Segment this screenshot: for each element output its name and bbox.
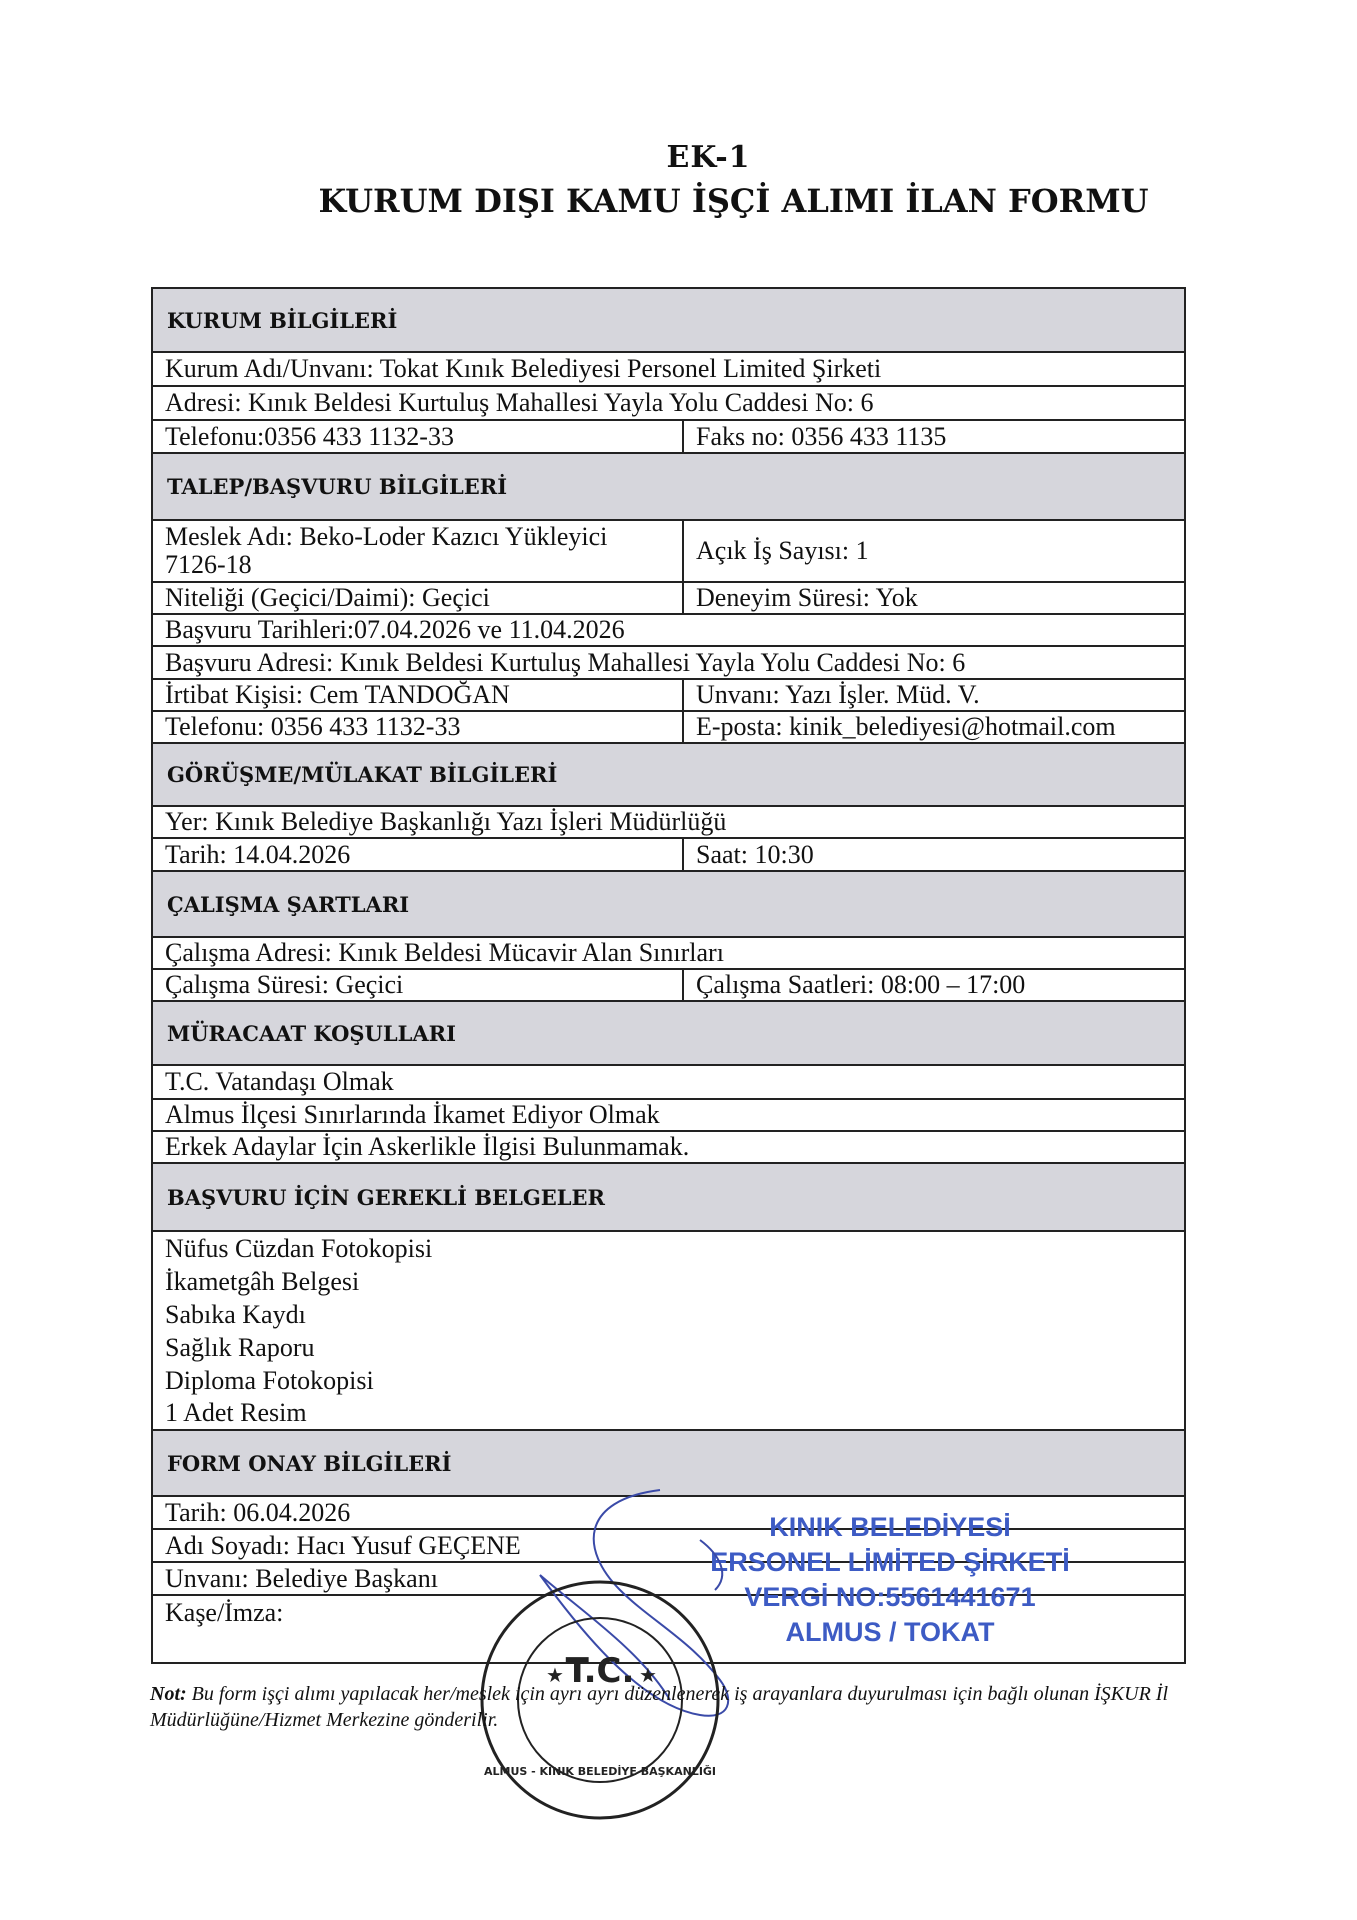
document-row [153,1232,1184,1265]
seal-center-text: T.C. [565,1651,635,1691]
note-label: Not: [150,1683,187,1705]
kurum-phone: Telefonu:0356 433 1132-33 [153,421,684,452]
stamp-line-2: ERSONEL LİMİTED ŞİRKETİ [710,1547,1070,1577]
talep-nature-row [153,583,1184,615]
approver-title: Unvanı: Belediye Başkanı [165,1563,438,1593]
interview-date: Tarih: 14.04.2026 [153,839,684,870]
talep-contact-row [153,680,1184,712]
approval-date: Tarih: 06.04.2026 [165,1497,351,1527]
talep-dates-row [153,615,1184,647]
note-text: Bu form işçi alımı yapılacak her/meslek için ayrı ayrı düzenlenerek iş arayanlara duyurulması için bağlı olunan İŞKUR İl Müdürlüğüne/Hizmet Merkezine gönderilir. [150,1683,1168,1731]
job-title: Meslek Adı: Beko-Loder Kazıcı Yükleyici [165,522,608,551]
application-dates: Başvuru Tarihleri:07.04.2026 ve 11.04.2026 [165,615,625,644]
company-stamp [690,1510,1090,1650]
document-item: 1 Adet Resim [165,1398,307,1427]
section-onay-header: FORM ONAY BİLGİLERİ [153,1431,1184,1497]
footer-note [150,1681,1190,1733]
document-item: Nüfus Cüzdan Fotokopisi [165,1233,433,1263]
stamp-signature-label: Kaşe/İmza: [165,1597,284,1627]
condition-item: Almus İlçesi Sınırlarında İkamet Ediyor Olmak [165,1100,660,1129]
condition-item: T.C. Vatandaşı Olmak [165,1067,394,1096]
kurum-fax: Faks no: 0356 433 1135 [696,421,947,451]
section-gorusme-header: GÖRÜŞME/MÜLAKAT BİLGİLERİ [153,744,1184,807]
job-code: 7126-18 [165,550,252,579]
approver-name: Adı Soyadı: Hacı Yusuf GEÇENE [165,1530,521,1560]
announcement-form [151,287,1186,1664]
kurum-name: Kurum Adı/Unvanı: Tokat Kınık Belediyesi Personel Limited Şirketi [165,354,882,383]
stamp-line-1: KINIK BELEDİYESİ [769,1512,1011,1542]
talep-address-row [153,647,1184,680]
interview-hour: Saat: 10:30 [696,839,814,869]
contact-email: E-posta: kinik_belediyesi@hotmail.com [696,712,1116,741]
section-belgeler-header: BAŞVURU İÇİN GEREKLİ BELGELER [153,1164,1184,1232]
document-item: Sabıka Kaydı [165,1299,306,1329]
document-row [153,1364,1184,1397]
form-title: KURUM DIŞI KAMU İŞÇİ ALIMI İLAN FORMU [318,182,1149,220]
work-address-row [153,938,1184,970]
work-duration: Çalışma Süresi: Geçici [153,970,684,1000]
kurum-name-row [153,353,1184,387]
document-row [153,1298,1184,1331]
section-kurum-header: KURUM BİLGİLERİ [153,289,1184,353]
work-duration-row [153,970,1184,1002]
section-muracaat-header: MÜRACAAT KOŞULLARI [153,1002,1184,1066]
annex-label: EK-1 [666,140,751,175]
section-talep-header: TALEP/BAŞVURU BİLGİLERİ [153,454,1184,521]
seal-star-icon: ★ [639,1663,657,1687]
work-hours: Çalışma Saatleri: 08:00 – 17:00 [696,970,1026,999]
application-address: Başvuru Adresi: Kınık Beldesi Kurtuluş Mahallesi Yayla Yolu Caddesi No: 6 [165,647,966,677]
section-calisma-header: ÇALIŞMA ŞARTLARI [153,872,1184,938]
document-item: İkametgâh Belgesi [165,1266,360,1296]
document-item: Diploma Fotokopisi [165,1365,374,1395]
page-header [0,138,1357,224]
condition-item: Erkek Adaylar İçin Askerlikle İlgisi Bulunmamak. [165,1132,690,1161]
job-title-cell [153,521,684,581]
contact-title: Unvanı: Yazı İşler. Müd. V. [696,680,980,709]
document-row [153,1331,1184,1364]
interview-place: Yer: Kınık Belediye Başkanlığı Yazı İşleri Müdürlüğü [165,807,727,836]
kurum-contact-row [153,421,1184,454]
interview-place-row [153,807,1184,839]
experience: Deneyim Süresi: Yok [696,583,918,612]
document-row [153,1397,1184,1431]
stamp-line-4: ALMUS / TOKAT [785,1617,995,1647]
condition-row [153,1100,1184,1132]
contact-person: İrtibat Kişisi: Cem TANDOĞAN [153,680,684,710]
talep-job-row [153,521,1184,583]
seal-star-icon: ★ [546,1663,564,1687]
kurum-address: Adresi: Kınık Beldesi Kurtuluş Mahallesi Yayla Yolu Caddesi No: 6 [165,388,874,417]
document-item: Sağlık Raporu [165,1332,315,1362]
contact-phone: Telefonu: 0356 433 1132-33 [153,712,684,742]
kurum-address-row [153,387,1184,421]
work-address: Çalışma Adresi: Kınık Beldesi Mücavir Alan Sınırları [165,938,724,967]
seal-ring-text: ALMUS - KINIK BELEDİYE BAŞKANLIĞI [483,1765,717,1778]
talep-phone-row [153,712,1184,744]
condition-row [153,1132,1184,1164]
job-nature: Niteliği (Geçici/Daimi): Geçici [153,583,684,613]
open-positions: Açık İş Sayısı: 1 [696,536,869,565]
interview-time-row [153,839,1184,872]
condition-row [153,1066,1184,1100]
document-row [153,1265,1184,1298]
stamp-line-3: VERGİ NO:5561441671 [744,1582,1036,1612]
